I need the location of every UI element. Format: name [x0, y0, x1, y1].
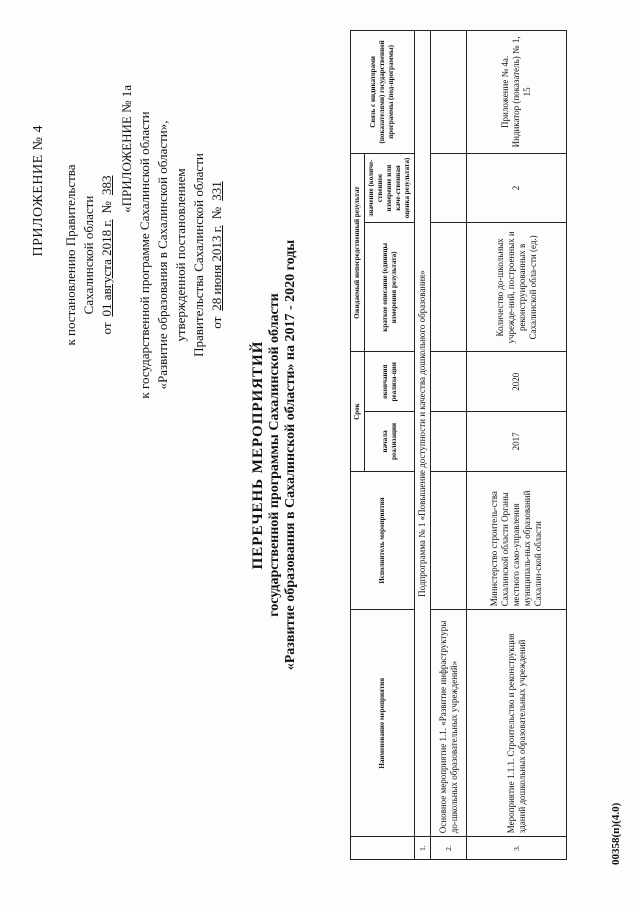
measure-executor: Министерство строитель-ства Сахалинской области Органы местного само-управления муниципаль-ных образований Сахалин-ской области: [467, 471, 567, 610]
header-date2-row: [208, 45, 226, 465]
table-row: [431, 31, 467, 860]
col-result-header: Ожидаемый непосредственный результат: [351, 153, 365, 352]
appendix-title: ПРИЛОЖЕНИЕ № 4: [31, 125, 46, 257]
header-line-5: утвержденной постановлением: [173, 168, 188, 342]
number-value: 383: [99, 175, 114, 196]
row-number: 3.: [467, 837, 567, 860]
date-value: 01 августа 2018 г.: [99, 219, 114, 317]
header-date-row: [98, 45, 116, 465]
col-start-header: начала реализации: [365, 412, 415, 472]
empty-cell: [431, 223, 467, 352]
indicator-link: Приложение № 4а. Индикатор (показатель) № 1, 15: [467, 31, 567, 154]
result-description: Количество до-школьных учрежде-ний, построенных и реконструированных в Сахалинской обла-сти (ед.): [467, 223, 567, 352]
empty-cell: [431, 412, 467, 472]
col-desc-header: краткое описание (единицы измерения результата): [365, 223, 415, 352]
row-number: 1.: [415, 837, 431, 860]
col-value-header: значение (количе-ственное измерение или каче-ственная оценка результата): [365, 153, 415, 222]
header-line-2: Сахалинской области: [81, 195, 96, 315]
date2-value: 28 июня 2013 г.: [209, 225, 224, 311]
col-name-header: Наименование мероприятия: [351, 610, 415, 837]
approval-header: [30, 45, 226, 465]
empty-cell: [431, 153, 467, 222]
title-line-2: государственной программы Сахалинской области: [267, 293, 282, 617]
measure-end: 2020: [467, 352, 567, 412]
table-row: [467, 31, 567, 860]
table-row: [415, 31, 431, 860]
measures-table: [350, 30, 567, 860]
subprogram-title: Подпрограмма № 1 «Повышение доступности и качества дошкольного образования»: [415, 31, 431, 837]
number2-prefix: №: [209, 206, 224, 220]
col-exec-header: Исполнитель мероприятия: [351, 471, 415, 610]
appendix-1a: «ПРИЛОЖЕНИЕ № 1а: [119, 85, 134, 213]
col-term-header: Срок: [351, 352, 365, 471]
rotated-sheet: [20, 25, 630, 885]
col-end-header: окончания реализа-ции: [365, 352, 415, 412]
number-prefix: №: [99, 201, 114, 214]
col-num-header: [351, 837, 415, 860]
col-link-header: Связь с индикаторами (показателями) государственной программы (под-программы): [351, 31, 415, 154]
header-line-3: к государственной программе Сахалинской области: [137, 111, 152, 399]
title-line-1: ПЕРЕЧЕНЬ МЕРОПРИЯТИЙ: [250, 340, 266, 570]
measure-start: 2017: [467, 412, 567, 472]
header-row-1: [351, 31, 365, 860]
document-code: 00358(п)(4.0): [610, 802, 622, 865]
empty-cell: [431, 471, 467, 610]
row-number: 2.: [431, 837, 467, 860]
main-measure-name: Основное мероприятие 1.1. «Развитие инфраструктуры до-школьных образовательных учреждений»: [431, 610, 467, 837]
number2-value: 331: [209, 181, 224, 201]
date-prefix: от: [99, 322, 114, 335]
title-line-3: «Развитие образования в Сахалинской области» на 2017 - 2020 годы: [283, 239, 298, 671]
date2-prefix: от: [209, 316, 224, 329]
header-line-1: к постановлению Правительства: [63, 164, 78, 346]
empty-cell: [431, 352, 467, 412]
result-value: 2: [467, 153, 567, 222]
header-line-4: «Развитие образования в Сахалинской области»,: [155, 120, 170, 390]
empty-cell: [431, 31, 467, 154]
header-line-6: Правительства Сахалинской области: [191, 153, 206, 357]
measure-name: Мероприятие 1.1.1. Строительство и реконструкция зданий дошкольных образовательных учреждений: [467, 610, 567, 837]
document-title: [250, 65, 299, 845]
